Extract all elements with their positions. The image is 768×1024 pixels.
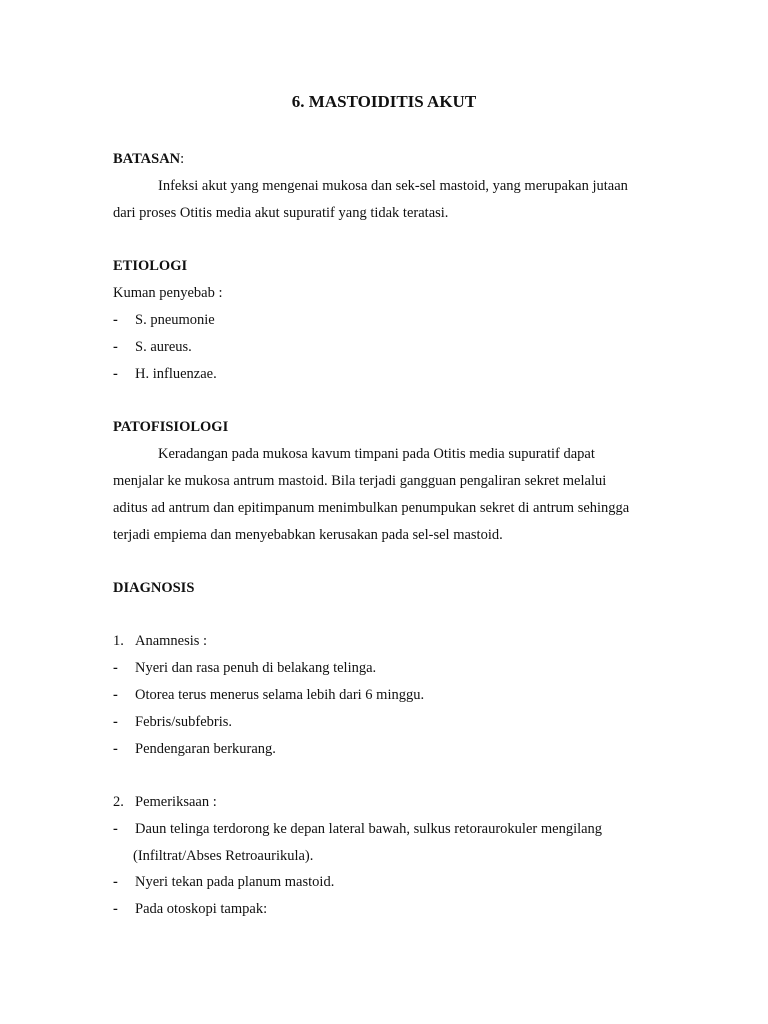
patofisiologi-line-2: menjalar ke mukosa antrum mastoid. Bila terjadi gangguan pengaliran sekret melalui — [113, 473, 607, 489]
patofisiologi-line-3: aditus ad antrum dan epitimpanum menimbulkan penumpukan sekret di antrum sehingga — [113, 500, 630, 516]
anamnesis-item: Otorea terus menerus selama lebih dari 6 minggu. — [135, 687, 425, 703]
batasan-line-1: Infeksi akut yang mengenai mukosa dan sek-sel mastoid, yang merupakan jutaan — [158, 178, 628, 194]
pemeriksaan-number: 2. — [113, 794, 124, 810]
patofisiologi-line-1: Keradangan pada mukosa kavum timpani pada Otitis media supuratif dapat — [158, 446, 595, 462]
batasan-heading: BATASAN — [113, 151, 181, 167]
bullet-dash: - — [113, 821, 118, 837]
etiologi-item: H. influenzae. — [135, 366, 217, 382]
bullet-dash: - — [113, 366, 118, 382]
pemeriksaan-item-3: Pada otoskopi tampak: — [135, 901, 268, 917]
etiologi-item: S. aureus. — [135, 339, 192, 355]
batasan-colon: : — [180, 151, 185, 167]
etiologi-item: S. pneumonie — [135, 312, 215, 328]
pemeriksaan-item-2: Nyeri tekan pada planum mastoid. — [135, 874, 335, 890]
etiologi-intro: Kuman penyebab : — [113, 285, 223, 301]
bullet-dash: - — [113, 741, 118, 757]
pemeriksaan-item-1-line-1: Daun telinga terdorong ke depan lateral bawah, sulkus retoraurokuler mengilang — [135, 821, 603, 837]
diagnosis-heading: DIAGNOSIS — [113, 580, 195, 596]
batasan-line-2: dari proses Otitis media akut supuratif yang tidak teratasi. — [113, 205, 449, 221]
page-title: 6. MASTOIDITIS AKUT — [291, 92, 477, 111]
bullet-dash: - — [113, 339, 118, 355]
anamnesis-label: Anamnesis : — [135, 633, 208, 649]
pemeriksaan-label: Pemeriksaan : — [135, 794, 217, 810]
patofisiologi-heading: PATOFISIOLOGI — [113, 419, 229, 435]
anamnesis-item: Pendengaran berkurang. — [135, 741, 276, 757]
etiologi-heading: ETIOLOGI — [113, 258, 188, 274]
pemeriksaan-item-1-line-2: (Infiltrat/Abses Retroaurikula). — [133, 848, 314, 864]
patofisiologi-line-4: terjadi empiema dan menyebabkan kerusakan pada sel-sel mastoid. — [113, 527, 503, 543]
bullet-dash: - — [113, 660, 118, 676]
anamnesis-item: Nyeri dan rasa penuh di belakang telinga. — [135, 660, 377, 676]
bullet-dash: - — [113, 312, 118, 328]
bullet-dash: - — [113, 714, 118, 730]
anamnesis-number: 1. — [113, 633, 124, 649]
batasan-heading-line — [113, 150, 184, 168]
anamnesis-item: Febris/subfebris. — [135, 714, 233, 730]
bullet-dash: - — [113, 901, 118, 917]
bullet-dash: - — [113, 687, 118, 703]
bullet-dash: - — [113, 874, 118, 890]
